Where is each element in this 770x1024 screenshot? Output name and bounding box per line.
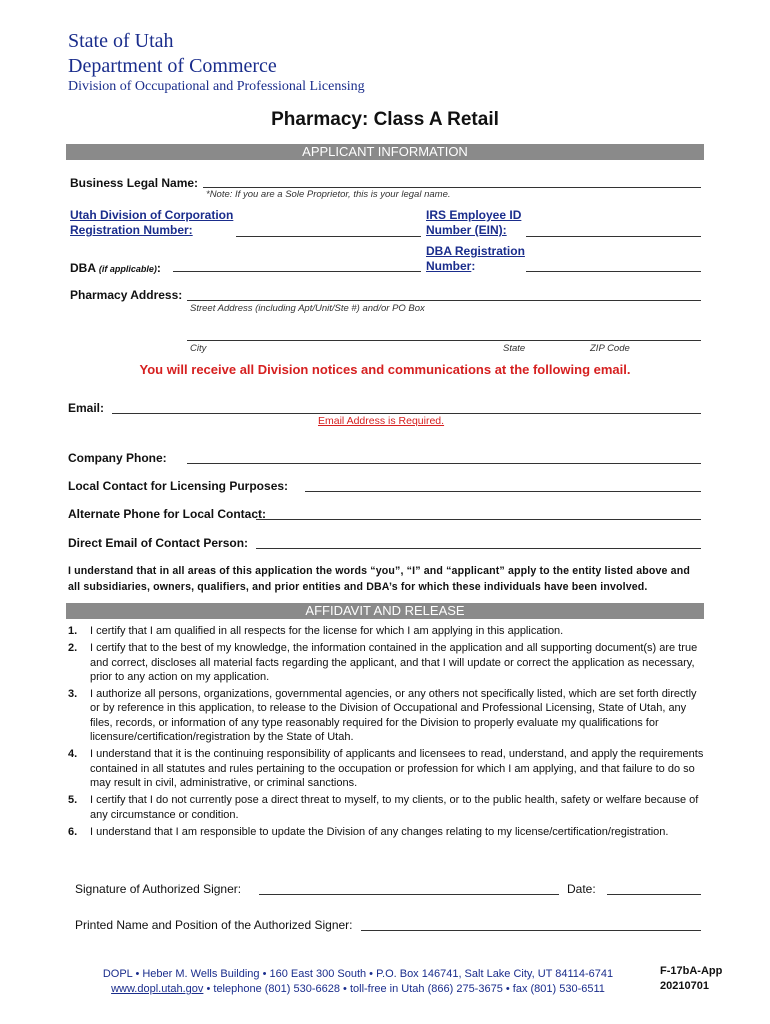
affidavit-item <box>68 825 704 839</box>
email-notice: You will receive all Division notices and communications at the following email. <box>139 362 631 377</box>
form-id: F-17bA-App <box>660 965 723 977</box>
affidavit-item-text: I authorize all persons, organizations, governmental agencies, or any others not specifically listed, which are set forth directly or by reference in this application, to release to the Division of Occupational and Professional Licensing, State of Utah, any files, records, or information of any type reasonably required for the Division to properly evaluate my qualifications for licensure/certification/registration by the State of Utah. <box>90 688 697 744</box>
company-phone-label: Company Phone: <box>68 451 167 465</box>
printed-name-label: Printed Name and Position of the Authorized Signer: <box>75 918 353 932</box>
corp-registration-field[interactable] <box>236 236 421 237</box>
city-state-zip-field[interactable] <box>187 340 701 341</box>
affidavit-section-header: AFFIDAVIT AND RELEASE <box>66 603 704 619</box>
affidavit-item-text: I understand that it is the continuing responsibility of applicants and licensees to read, understand, and apply the requirements contained in all statutes and rules pertaining to the occupation or profession for which I am applying, and that failure to do so may result in civil, administrative, or criminal sanctions. <box>90 748 704 789</box>
zip-note: ZIP Code <box>590 343 630 354</box>
dba-registration-link-line2 <box>426 259 525 274</box>
signature-field[interactable] <box>259 894 559 895</box>
affidavit-item-text: I certify that to the best of my knowledge, the information contained in the application and all supporting document(s) are true and correct, discloses all material facts regarding the applicant, and that I will update or correct the application as necessary, prior to any action on my application. <box>90 642 698 683</box>
applicant-statement: I understand that in all areas of this application the words “you”, “I” and “applicant” apply to the entity listed above and all subsidiaries, owners, qualifiers, and prior entities and DBA’s for which these individuals have been involved. <box>68 565 690 593</box>
dba-registration-link-number: Number <box>426 259 472 273</box>
affidavit-item-number: 2. <box>68 642 78 655</box>
ein-link-line2: Number (EIN): <box>426 223 507 237</box>
dba-colon: : <box>156 261 161 275</box>
affidavit-item-text: I certify that I do not currently pose a direct threat to myself, to my clients, or to the public health, safety or welfare because of any circumstance or condition. <box>90 794 699 821</box>
page-title: Pharmacy: Class A Retail <box>271 109 499 130</box>
affidavit-item-text: I understand that I am responsible to update the Division of any changes relating to my license/certification/registration. <box>90 825 669 838</box>
affidavit-item-number: 3. <box>68 688 78 701</box>
footer-address: DOPL • Heber M. Wells Building • 160 East 300 South • P.O. Box 146741, Salt Lake City, UT 84114-6741 <box>102 968 614 980</box>
street-address-note: Street Address (including Apt/Unit/Ste #) and/or PO Box <box>190 303 425 314</box>
local-contact-label: Local Contact for Licensing Purposes: <box>68 479 289 493</box>
department-heading: Department of Commerce <box>68 55 277 77</box>
dba-label <box>70 261 161 275</box>
affidavit-item-number: 1. <box>68 625 78 637</box>
dba-field[interactable] <box>173 271 421 272</box>
business-name-note: *Note: If you are a Sole Proprietor, this is your legal name. <box>206 189 451 200</box>
state-note: State <box>503 343 526 354</box>
email-label: Email: <box>68 401 105 415</box>
affidavit-item <box>68 793 704 822</box>
division-heading: Division of Occupational and Professional Licensing <box>68 79 365 94</box>
dba-registration-link-line1: DBA Registration <box>426 244 525 258</box>
local-contact-field[interactable] <box>305 491 701 492</box>
corp-registration-link-line1: Utah Division of Corporation <box>70 208 234 222</box>
affidavit-item <box>68 641 704 684</box>
address-label: Pharmacy Address: <box>70 288 183 302</box>
business-name-field[interactable] <box>203 187 701 188</box>
affidavit-list <box>68 624 704 842</box>
direct-email-field[interactable] <box>256 548 701 549</box>
footer-contact <box>0 983 716 995</box>
affidavit-item-number: 4. <box>68 748 78 761</box>
ein-field[interactable] <box>526 236 701 237</box>
applicant-section-header: APPLICANT INFORMATION <box>66 144 704 160</box>
affidavit-item <box>68 624 704 638</box>
footer-website-link[interactable]: www.dopl.utah.gov <box>111 983 204 995</box>
affidavit-item-text: I certify that I am qualified in all respects for the license for which I am applying in this application. <box>90 625 564 637</box>
ein-link-line1: IRS Employee ID <box>426 208 522 222</box>
signature-label: Signature of Authorized Signer: <box>75 882 242 896</box>
alternate-phone-field[interactable] <box>256 519 701 520</box>
corp-registration-link[interactable] <box>70 208 233 238</box>
affidavit-item <box>68 687 704 744</box>
company-phone-field[interactable] <box>187 463 701 464</box>
dba-registration-field[interactable] <box>526 271 701 272</box>
dba-note: (if applicable) <box>98 264 157 274</box>
business-name-label: Business Legal Name: <box>70 176 199 190</box>
date-field[interactable] <box>607 894 701 895</box>
printed-name-field[interactable] <box>361 930 701 931</box>
dba-label-text: DBA <box>70 261 96 275</box>
affidavit-item-number: 6. <box>68 825 78 838</box>
direct-email-label: Direct Email of Contact Person: <box>68 536 249 550</box>
affidavit-item-number: 5. <box>68 794 78 807</box>
dba-registration-colon: : <box>471 259 476 273</box>
city-note: City <box>190 343 207 354</box>
corp-registration-link-line2: Registration Number: <box>70 223 193 237</box>
alternate-phone-label: Alternate Phone for Local Contact: <box>68 507 267 521</box>
date-label: Date: <box>567 882 596 896</box>
state-heading: State of Utah <box>68 30 174 52</box>
dba-registration-link[interactable] <box>426 244 525 274</box>
footer-phone-numbers: • telephone (801) 530-6628 • toll-free in Utah (866) 275-3675 • fax (801) 530-6511 <box>203 983 605 995</box>
street-address-field[interactable] <box>187 300 701 301</box>
affidavit-item <box>68 747 704 790</box>
email-required-note: Email Address is Required. <box>318 415 445 427</box>
form-date: 20210701 <box>660 980 709 992</box>
email-field[interactable] <box>112 413 701 414</box>
ein-link[interactable] <box>426 208 521 238</box>
